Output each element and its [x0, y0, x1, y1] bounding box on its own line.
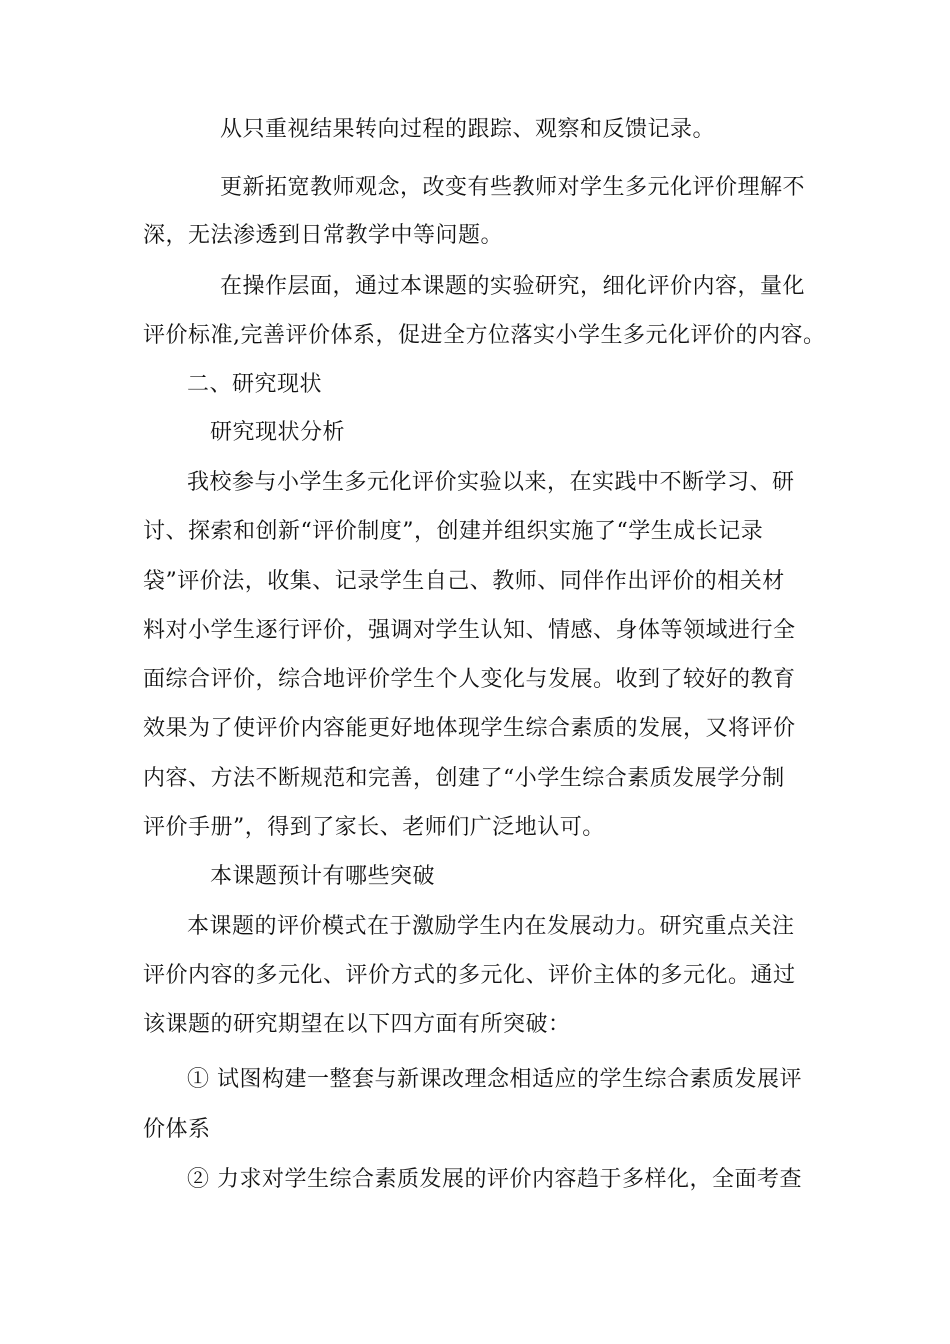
list-item: ② 力求对学生综合素质发展的评价内容趋于多样化，全面考查 — [187, 1167, 802, 1192]
paragraph-line: 在操作层面，通过本课题的实验研究，细化评价内容，量化 — [220, 274, 806, 299]
paragraph-line: 袋”评价法，收集、记录学生自己、教师、同伴作出评价的相关材 — [143, 569, 785, 594]
paragraph-line: 我校参与小学生多元化评价实验以来，在实践中不断学习、研 — [187, 470, 795, 495]
subsection-heading: 研究现状分析 — [210, 420, 346, 445]
paragraph-line: 深，无法渗透到日常教学中等问题。 — [143, 223, 504, 248]
paragraph-line: 料对小学生逐行评价，强调对学生认知、情感、身体等领域进行全 — [143, 618, 796, 643]
paragraph-line: 更新拓宽教师观念，改变有些教师对学生多元化评价理解不 — [220, 175, 806, 200]
paragraph-line: 本课题的评价模式在于激励学生内在发展动力。研究重点关注 — [187, 914, 795, 939]
list-item-continuation: 价体系 — [143, 1117, 211, 1142]
paragraph-line: 评价内容的多元化、评价方式的多元化、评价主体的多元化。通过 — [143, 963, 796, 988]
subsection-heading: 本课题预计有哪些突破 — [210, 864, 436, 889]
paragraph-line: 该课题的研究期望在以下四方面有所突破： — [143, 1012, 571, 1037]
paragraph-line: 内容、方法不断规范和完善，创建了“小学生综合素质发展学分制 — [143, 766, 785, 791]
paragraph-line: 面综合评价，综合地评价学生个人变化与发展。收到了较好的教育 — [143, 667, 796, 692]
paragraph-line: 评价手册”，得到了家长、老师们广泛地认可。 — [143, 815, 605, 840]
section-heading: 二、研究现状 — [187, 372, 323, 397]
paragraph-line: 讨、探索和创新“评价制度”，创建并组织实施了“学生成长记录 — [143, 519, 764, 544]
list-item: ① 试图构建一整套与新课改理念相适应的学生综合素质发展评 — [187, 1067, 802, 1092]
paragraph-line: 从只重视结果转向过程的跟踪、观察和反馈记录。 — [220, 117, 716, 142]
paragraph-line: 评价标准,完善评价体系，促进全方位落实小学生多元化评价的内容。 — [143, 323, 826, 348]
paragraph-line: 效果为了使评价内容能更好地体现学生综合素质的发展，又将评价 — [143, 716, 796, 741]
